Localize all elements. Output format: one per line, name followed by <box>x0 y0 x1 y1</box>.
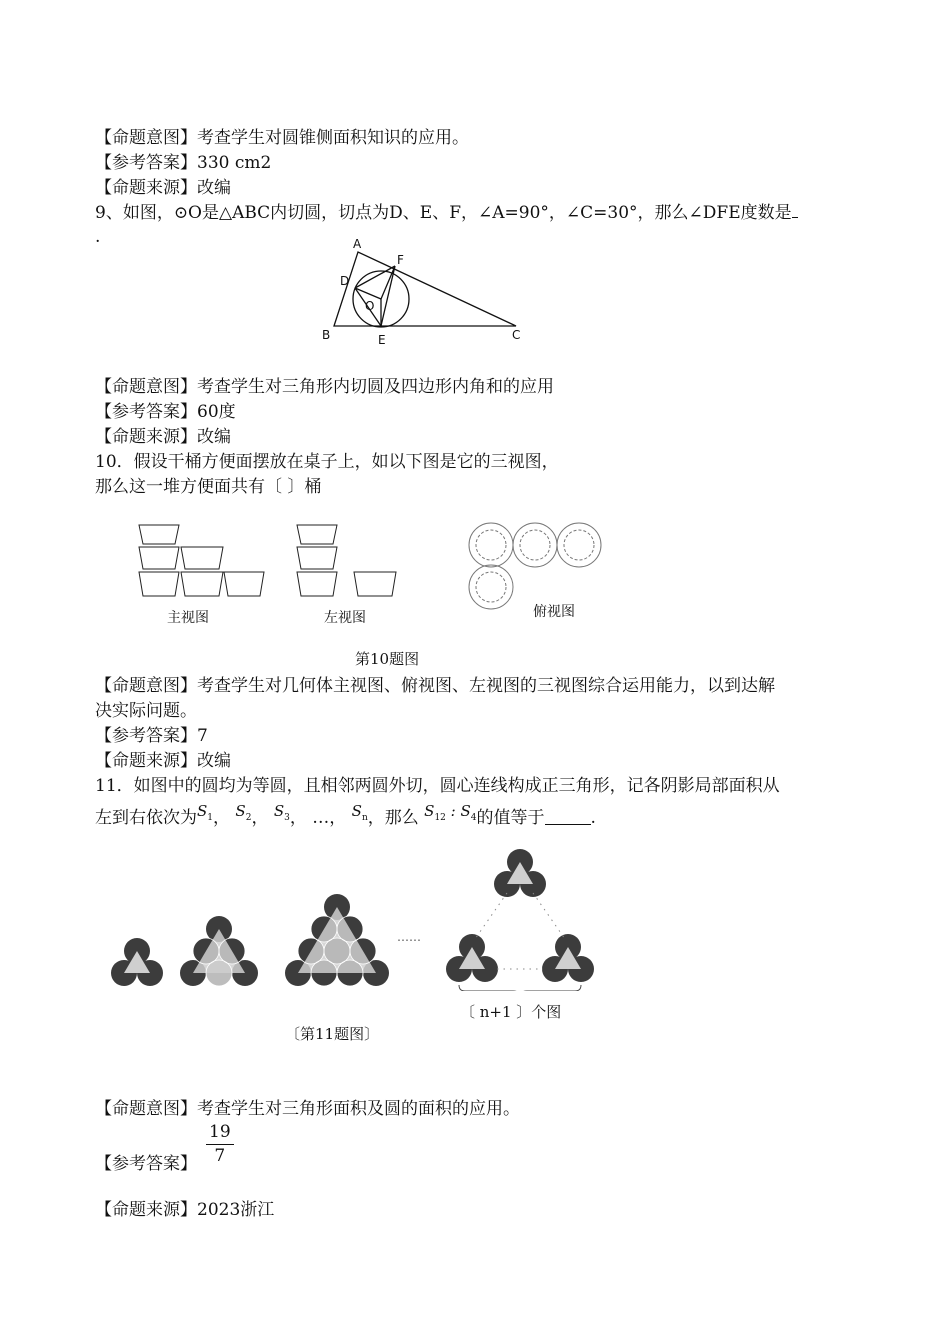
q8-answer: 【参考答案】330 cm2 <box>95 153 272 173</box>
fraction-denominator: 7 <box>214 1146 226 1166</box>
top-view-caption: 俯视图 <box>533 604 575 620</box>
q11-answer-blank <box>545 808 591 825</box>
label-d: D <box>340 274 350 288</box>
q10-left-view <box>294 520 404 600</box>
q11-source: 【命题来源】2023浙江 <box>95 1200 275 1220</box>
q9-source: 【命题来源】改编 <box>95 427 231 447</box>
q11-answer-fraction <box>206 1122 234 1167</box>
ellipsis: … <box>312 808 330 828</box>
bottom-brace <box>459 985 581 991</box>
q9-intent: 【命题意图】考查学生对三角形内切圆及四边形内角和的应用 <box>95 377 554 397</box>
sequence-dots: …… <box>397 930 421 944</box>
suffix: 的值等于 <box>476 808 545 828</box>
s2-symbol: $S_2$ <box>235 802 252 823</box>
period: . <box>590 808 596 828</box>
q9-question-line2: . <box>95 227 101 247</box>
q9-answer-blank <box>792 202 798 218</box>
q9-question-text: 9、如图，⊙O是△ABC内切圆，切点为D、E、F，∠A=90°，∠C=30°，那么∠DFE度数是 <box>95 203 792 223</box>
segment-fe <box>381 266 395 326</box>
q11-question-line1: 11．如图中的圆均为等圆，且相邻两圆外切，圆心连线构成正三角形，记各阴影局部面积从 <box>95 776 780 796</box>
label-c: C <box>512 328 521 342</box>
left-view-caption: 左视图 <box>324 610 366 626</box>
segment-df <box>355 266 395 288</box>
q9-question-line1 <box>95 202 798 224</box>
figure-3-circles <box>285 894 389 986</box>
q10-question-line1: 10．假设干桶方便面摆放在桌子上，如以下图是它的三视图， <box>95 452 559 472</box>
comma: ， <box>251 808 269 828</box>
q10-intent-line2: 决实际问题。 <box>95 701 197 721</box>
comma: ， <box>329 808 347 828</box>
q10-intent-line1: 【命题意图】考查学生对几何体主视图、俯视图、左视图的三视图综合运用能力，以到达解 <box>95 676 775 696</box>
figure-1-circles <box>111 938 163 986</box>
label-f: F <box>397 253 404 267</box>
figure-n-circles <box>446 849 594 982</box>
q11-prefix: 左到右依次为 <box>95 808 197 828</box>
q11-answer-label: 【参考答案】 <box>95 1154 197 1174</box>
label-e: E <box>378 333 386 347</box>
q10-source: 【命题来源】改编 <box>95 751 231 771</box>
front-view-caption: 主视图 <box>167 610 209 626</box>
label-o: O <box>365 299 375 313</box>
q11-intent: 【命题意图】考查学生对三角形面积及圆的面积的应用。 <box>95 1099 520 1119</box>
then-word: 那么 <box>384 808 419 828</box>
q8-intent: 【命题意图】考查学生对圆锥侧面积知识的应用。 <box>95 128 469 148</box>
label-b: B <box>322 328 331 342</box>
comma: ， <box>289 808 307 828</box>
label-a: A <box>353 237 362 251</box>
q11-figure-caption: 〔第11题图〕 <box>285 1025 380 1043</box>
q9-figure <box>316 236 532 348</box>
nth-figure-label: 〔 n+1 〕个图 <box>460 1003 562 1021</box>
figure-2-circles <box>180 916 258 986</box>
s12-to-s4-ratio: $S_{12}$ : $S_4$ <box>424 802 477 823</box>
q10-question-line2: 那么这一堆方便面共有〔 〕桶 <box>95 477 322 497</box>
q10-front-view <box>136 520 268 600</box>
q8-source: 【命题来源】改编 <box>95 178 231 198</box>
q11-question-line2 <box>95 802 596 836</box>
sn-symbol: $S_n$ <box>351 802 368 823</box>
fraction-numerator: 19 <box>206 1122 234 1145</box>
q10-top-view <box>465 520 605 612</box>
q10-figure-caption: 第10题图 <box>355 650 420 668</box>
comma: ， <box>213 808 231 828</box>
s3-symbol: $S_3$ <box>273 802 290 823</box>
q11-figure <box>105 845 595 991</box>
q9-answer: 【参考答案】60度 <box>95 402 236 422</box>
s1-symbol: $S_1$ <box>197 802 214 823</box>
comma: ， <box>367 808 385 828</box>
triangle-abc <box>334 252 516 326</box>
q10-answer: 【参考答案】7 <box>95 726 208 746</box>
